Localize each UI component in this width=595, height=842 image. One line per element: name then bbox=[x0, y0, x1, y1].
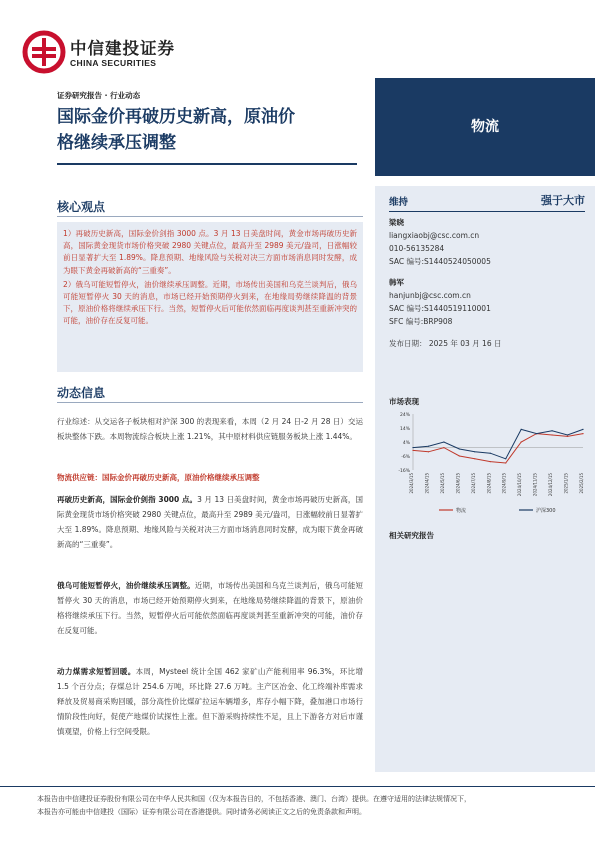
coal-text: 本周，Mysteel 统计全国 462 家矿山产能利用率 96.3%，环比增 1.5 个百分点；存煤总计 254.6 万吨，环比降 27.6 万吨。主产区冶金、化工终端补库需求释放及贸易商采购回暖，部分高性价比煤矿拉运车辆增多，库存小幅下降，叠加港口市场行情阶段性向好，促使产地煤价试探性上涨。但下游采购持续性不足，且上下游各方对后市谨慎观望，价格上行空间受限。 bbox=[57, 667, 363, 736]
x-tick-label: 2024/8/15 bbox=[486, 473, 492, 494]
core-views-box bbox=[57, 222, 363, 372]
x-tick-label: 2024/7/15 bbox=[470, 473, 476, 494]
analyst-phone: 010-56135284 bbox=[389, 244, 445, 253]
data-point bbox=[412, 450, 413, 451]
footer-divider bbox=[0, 786, 595, 787]
report-title-line1: 国际金价再破历史新高，原油价 bbox=[57, 107, 295, 127]
x-tick-label: 2024/5/15 bbox=[439, 473, 445, 494]
oil-lead: 俄乌可能短暂停火，油价继续承压调整。 bbox=[57, 581, 195, 590]
data-point bbox=[428, 446, 429, 447]
legend-label: 物流 bbox=[456, 508, 467, 514]
publish-date: 发布日期： 2025 年 03 月 16 日 bbox=[389, 339, 502, 348]
coal-lead: 动力煤需求短暂回暖。 bbox=[57, 667, 136, 676]
brand-name-cn: 中信建投证券 bbox=[70, 39, 175, 58]
sector-banner bbox=[375, 78, 595, 176]
y-tick-label: -6% bbox=[401, 455, 410, 460]
x-tick-label: 2024/11/15 bbox=[532, 473, 538, 497]
rating-action: 维持 bbox=[389, 197, 409, 208]
data-point bbox=[567, 436, 568, 437]
footer-disclaimer bbox=[37, 793, 582, 818]
data-point bbox=[443, 447, 444, 448]
core-point-1: 1）再破历史新高，国际金价剑指 3000 点。3 月 13 日美盘时间，黄金市场再破历史新高，国际黄金现货市场价格突破 2980 关键点位，最高升至 2989 美元/盎司，日涨幅较前日显著扩大至 1.89%。降息预期、地缘风险与关税对决三方面市场消息同时发酵，成为眼下黄金再破新高的“三重奏”。 bbox=[63, 229, 357, 275]
series-line-csi300 bbox=[413, 429, 583, 458]
related-reports-title: 相关研究报告 bbox=[389, 531, 434, 540]
analyst-card bbox=[389, 216, 589, 268]
analyst-name: 梁晓 bbox=[389, 218, 404, 227]
gold-text: 3 月 13 日美盘时间，黄金市场再破历史新高，国际黄金现货市场价格突破 2980 关键点位，最高升至 2989 美元/盎司，日涨幅较前日显著扩大至 1.89%。降息预期、地缘风险与关税对决三方面市场消息同时发酵，成为眼下黄金再破新高的“三重奏”。 bbox=[57, 495, 363, 549]
data-point bbox=[490, 461, 491, 462]
data-point bbox=[490, 453, 491, 454]
sidebar bbox=[375, 186, 595, 772]
footer-line-1: 本报告由中信建投证券股份有限公司在中华人民共和国（仅为本报告目的，不包括香港、澳门、台湾）提供。在遵守适用的法律法规情况下， bbox=[37, 795, 471, 803]
market-chart-svg bbox=[389, 408, 589, 518]
data-point bbox=[459, 455, 460, 456]
rating-value: 强于大市 bbox=[541, 194, 585, 207]
data-point bbox=[582, 429, 583, 430]
data-point bbox=[551, 430, 552, 431]
brand-name-en: CHINA SECURITIES bbox=[70, 58, 157, 68]
analyst-email[interactable]: liangxiaobj@csc.com.cn bbox=[389, 231, 480, 240]
data-point bbox=[551, 434, 552, 435]
data-point bbox=[505, 458, 506, 459]
analyst-license-sfc: SFC 编号:BRP908 bbox=[389, 317, 453, 326]
data-point bbox=[521, 441, 522, 442]
x-tick-label: 2025/1/15 bbox=[563, 473, 569, 494]
analyst-license: SAC 编号:S1440524050005 bbox=[389, 257, 491, 266]
legend-label: 沪深300 bbox=[536, 508, 556, 514]
x-tick-label: 2024/6/15 bbox=[455, 473, 461, 494]
supply-chain-heading: 物流供应链：国际金价再破历史新高，原油价格继续承压调整 bbox=[57, 473, 260, 482]
x-tick-label: 2024/9/15 bbox=[501, 473, 507, 494]
gold-paragraph bbox=[57, 492, 363, 552]
report-title-line2: 格继续承压调整 bbox=[57, 133, 176, 153]
coal-paragraph bbox=[57, 664, 363, 739]
market-performance-chart bbox=[389, 408, 589, 518]
analyst-license: SAC 编号:S1440519110001 bbox=[389, 304, 491, 313]
data-point bbox=[474, 458, 475, 459]
csc-logo-icon bbox=[22, 30, 66, 74]
y-tick-label: 4% bbox=[402, 441, 410, 446]
x-tick-label: 2024/12/15 bbox=[548, 473, 554, 497]
report-type: 证券研究报告 · 行业动态 bbox=[57, 91, 141, 100]
footer-line-2: 本报告亦可能由中信建投（国际）证券有限公司在香港提供。同时请务必阅读正文之后的免责条款和声明。 bbox=[37, 807, 366, 816]
x-tick-label: 2024/3/15 bbox=[409, 473, 414, 494]
oil-paragraph bbox=[57, 578, 363, 638]
data-point bbox=[412, 447, 413, 448]
data-point bbox=[505, 462, 506, 463]
report-title bbox=[57, 104, 357, 156]
x-tick-label: 2024/4/15 bbox=[424, 473, 430, 494]
rating-row bbox=[389, 194, 585, 212]
data-point bbox=[443, 441, 444, 442]
gold-lead: 再破历史新高，国际金价剑指 3000 点。 bbox=[57, 495, 198, 504]
section-divider bbox=[57, 402, 363, 403]
y-tick-label: -16% bbox=[398, 469, 410, 474]
data-point bbox=[474, 451, 475, 452]
analyst-name: 韩军 bbox=[389, 278, 404, 287]
core-views-title: 核心观点 bbox=[57, 200, 106, 214]
series-line-logistics bbox=[413, 434, 583, 463]
data-point bbox=[428, 451, 429, 452]
y-tick-label: 14% bbox=[399, 427, 410, 432]
analyst-email[interactable]: hanjunbj@csc.com.cn bbox=[389, 291, 471, 300]
data-point bbox=[536, 433, 537, 434]
analyst-card bbox=[389, 276, 589, 328]
data-point bbox=[459, 448, 460, 449]
x-tick-label: 2024/10/15 bbox=[517, 473, 523, 497]
data-point bbox=[521, 429, 522, 430]
y-tick-label: 24% bbox=[399, 413, 410, 418]
dynamics-title: 动态信息 bbox=[57, 386, 106, 400]
title-divider bbox=[57, 163, 357, 165]
industry-overview: 行业综述：从交运各子板块相对沪深 300 的表现来看，本周（2 月 24 日-2 月 28 日）交运板块整体下跌。本周物流综合板块上涨 1.21%，其中原材料供应链服务板块上涨 1.44%。 bbox=[57, 417, 363, 441]
core-point-2: 2）俄乌可能短暂停火，油价继续承压调整。近期，市场传出美国和乌克兰谈判后，俄乌可能短暂停火 30 天的消息，市场已经开始预期停火到来，在地缘局势继续降温的背景下，原油价格将继续承压下行。当然，短暂停火后可能依然面临再度谈判甚至重新冲突的可能，油价存在反复可能。 bbox=[63, 279, 357, 326]
sector-label: 物流 bbox=[471, 119, 499, 135]
oil-text: 近期，市场传出美国和乌克兰谈判后，俄乌可能短暂停火 30 天的消息，市场已经开始预期停火到来，在地缘局势继续降温的背景下，原油价格将继续承压下行。当然，短暂停火后可能依然面临再度谈判甚至重新冲突的可能，油价存在反复可能。 bbox=[57, 581, 364, 635]
market-performance-title: 市场表现 bbox=[389, 397, 419, 406]
data-point bbox=[567, 434, 568, 435]
x-tick-label: 2025/2/15 bbox=[579, 473, 584, 494]
brand-logo bbox=[22, 30, 262, 74]
data-point bbox=[582, 433, 583, 434]
section-divider bbox=[57, 216, 363, 217]
